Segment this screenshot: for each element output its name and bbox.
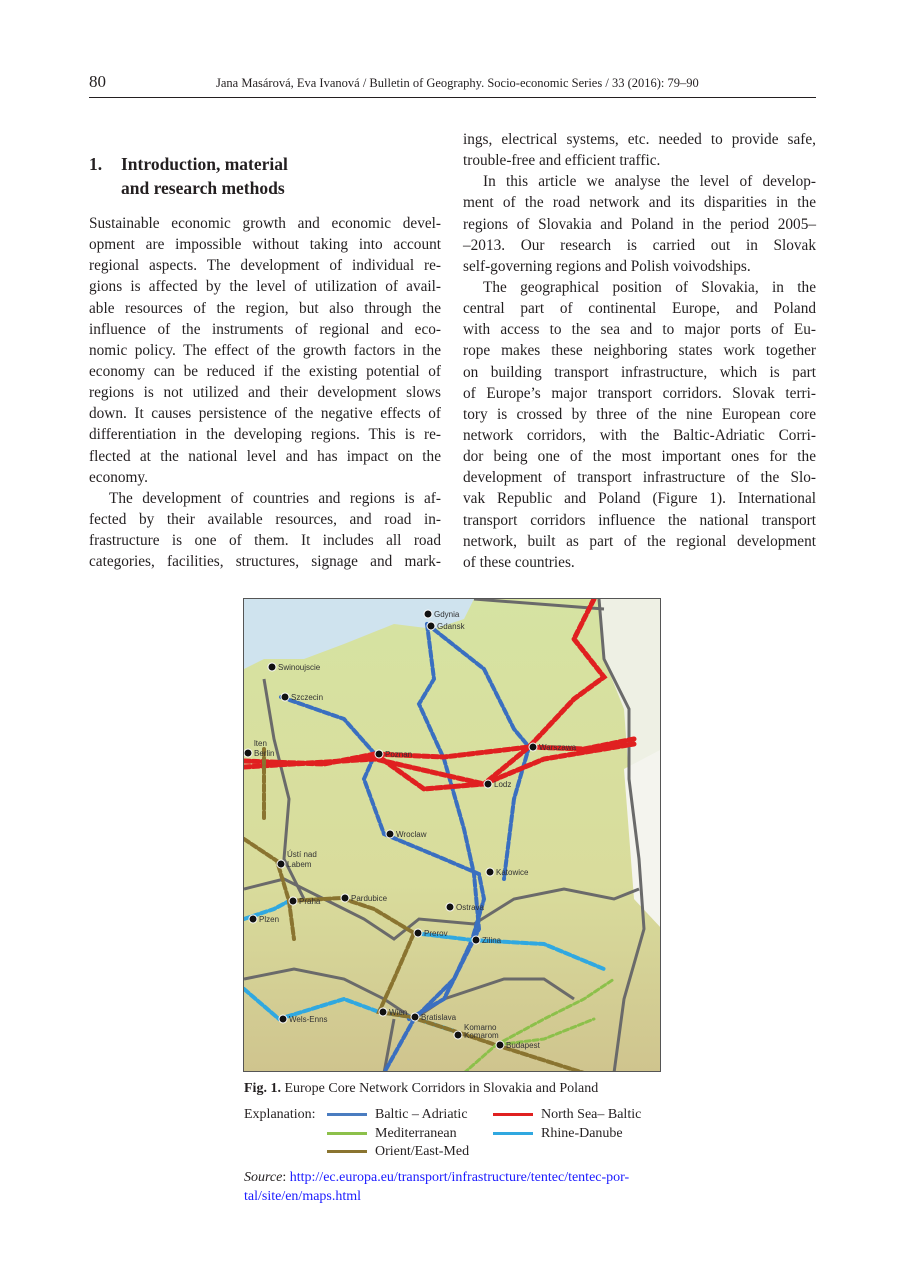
city-marker [277, 860, 285, 868]
city-marker [486, 868, 494, 876]
running-head: Jana Masárová, Eva Ivanová / Bulletin of Geography. Socio-economic Series / 33 (2016): 79–90 [216, 76, 699, 90]
text-line: self-governing regions and Polish voivodships. [463, 257, 751, 275]
text-line: regions of Slovakia and Poland in the period 2005– [463, 215, 816, 233]
right-column [463, 129, 816, 573]
city-label: Wien [389, 1008, 408, 1017]
figure-source: Source: http://ec.europa.eu/transport/infrastructure/tentec/tentec-por- tal/site/en/maps.html [244, 1170, 630, 1204]
city-marker [427, 622, 435, 630]
city-label: Wels-Enns [289, 1015, 328, 1024]
text-line: on building transport infrastructure, which is part [463, 363, 816, 381]
text-line: –2013. Our research is carried out in Slovak [463, 236, 816, 254]
city-marker [386, 830, 394, 838]
text-line: regions is not utilized and their development slows [89, 384, 441, 402]
text-line: ment of the road network and its disparities in the [463, 194, 816, 212]
city-label: Plzen [259, 915, 280, 924]
city-marker [279, 1015, 287, 1023]
city-marker [268, 663, 276, 671]
legend-baltic-adriatic: Baltic – Adriatic [327, 1106, 468, 1125]
city-marker [414, 929, 422, 937]
source-label: Source [244, 1170, 283, 1185]
header-rule [89, 97, 816, 98]
city-label: Berlin [254, 749, 275, 758]
source-link[interactable]: http://ec.europa.eu/transport/infrastructure/tentec/tentec-por- tal/site/en/maps.html [244, 1170, 630, 1204]
text-line: network, built as part of the regional development [463, 532, 816, 550]
text-line: ings, electrical systems, etc. needed to provide safe, [463, 131, 816, 148]
city-label: Pardubice [351, 894, 388, 903]
text-line: tory is crossed by three of the nine European core [463, 405, 816, 423]
legend-rhine-danube: Rhine-Danube [493, 1125, 623, 1144]
corridor-map [243, 598, 661, 1072]
city-marker [375, 750, 383, 758]
text-line: dor being one of the most important ones for the [463, 448, 816, 466]
text-line: The geographical position of Slovakia, in the [483, 278, 816, 296]
text-line: Sustainable economic growth and economic devel- [89, 215, 441, 232]
city-label: Budapest [506, 1041, 540, 1050]
legend-title: Explanation: [244, 1107, 316, 1122]
city-label: lten [254, 739, 267, 748]
city-marker [281, 693, 289, 701]
caption-text: Europe Core Network Corridors in Slovakia and Poland [284, 1081, 599, 1096]
text-line: categories, facilities, structures, signage and mark- [89, 553, 441, 571]
city-label: Praha [299, 897, 321, 906]
city-label: Ostrava [456, 903, 485, 912]
city-marker [341, 894, 349, 902]
text-line: fected by their available resources, and road in- [89, 510, 441, 528]
city-marker [472, 936, 480, 944]
city-marker [529, 743, 537, 751]
text-line: network corridors, with the Baltic-Adriatic Corri- [463, 426, 816, 444]
city-label: Gdansk [437, 622, 465, 631]
section-number: 1. [89, 154, 103, 174]
city-label: Ústí nad [287, 850, 317, 859]
text-line: of these countries. [463, 553, 575, 571]
city-label: Prerov [424, 929, 448, 938]
text-line: with access to the sea and to major ports of Eu- [463, 321, 816, 339]
city-label: Labem [287, 860, 312, 869]
text-line: opment are impossible without taking into account [89, 236, 441, 254]
city-label: Bratislava [421, 1013, 457, 1022]
text-line: development of transport infrastructure of the Slo- [463, 469, 816, 487]
text-line: frastructure is one of them. It includes all road [89, 532, 441, 550]
text-line: of Europe’s major transport corridors. Slovak terri- [463, 384, 816, 402]
city-marker [244, 749, 252, 757]
map-svg [244, 599, 661, 1072]
page-number: 80 [89, 72, 106, 91]
city-marker [496, 1041, 504, 1049]
city-label: Poznan [385, 750, 413, 759]
city-label: Komarno [464, 1023, 497, 1032]
text-line: economy. [89, 468, 148, 486]
city-marker [379, 1008, 387, 1016]
text-line: regional aspects. The development of individual re- [89, 257, 441, 275]
section-title-line2: and research methods [121, 178, 285, 198]
text-line: economy can be reduced if the existing potential of [89, 362, 441, 380]
city-label: Katowice [496, 868, 529, 877]
city-marker [289, 897, 297, 905]
text-line: gions is affected by the level of utilization of avail- [89, 278, 441, 296]
city-marker [249, 915, 257, 923]
city-marker [411, 1013, 419, 1021]
city-marker [446, 903, 454, 911]
city-marker [454, 1031, 462, 1039]
text-line: The development of countries and regions is af- [109, 489, 441, 507]
caption-label: Fig. 1. [244, 1081, 281, 1096]
text-line: vak Republic and Poland (Figure 1). International [463, 490, 816, 508]
text-line: differentiation in the developing regions. This is re- [89, 426, 441, 444]
text-line: down. It causes persistence of the negative effects of [89, 405, 441, 423]
city-label: Gdynia [434, 610, 460, 619]
city-marker [484, 780, 492, 788]
text-line: able resources of the region, but also through the [89, 299, 441, 317]
section-heading [89, 152, 288, 200]
legend-orient-east-med: Orient/East-Med [327, 1143, 469, 1162]
legend-north-sea-baltic: North Sea– Baltic [493, 1106, 641, 1125]
text-line: influence of the instruments of regional and eco- [89, 320, 441, 338]
city-label: Szczecin [291, 693, 324, 702]
city-label: Zilina [482, 936, 502, 945]
text-line: central part of continental Europe, and Poland [463, 300, 816, 318]
city-label: Wroclaw [396, 830, 427, 839]
text-line: In this article we analyse the level of develop- [483, 173, 816, 191]
section-title-line1: Introduction, material [121, 154, 288, 174]
city-label: Lodz [494, 780, 512, 789]
legend-mediterranean: Mediterranean [327, 1125, 457, 1144]
city-label: Swinoujscie [278, 663, 321, 672]
city-marker [424, 610, 432, 618]
figure-caption [244, 1081, 598, 1097]
text-line: nomic policy. The effect of the growth factors in the [89, 341, 441, 359]
text-line: flected at the national level and has impact on the [89, 447, 441, 465]
text-line: transport corridors influence the national transport [463, 511, 816, 529]
left-column [89, 213, 441, 572]
city-label: Warszawa [539, 743, 577, 752]
city-label: Komarom [464, 1031, 499, 1040]
text-line: rope makes these neighboring states work together [463, 342, 816, 360]
text-line: trouble-free and efficient traffic. [463, 152, 661, 170]
